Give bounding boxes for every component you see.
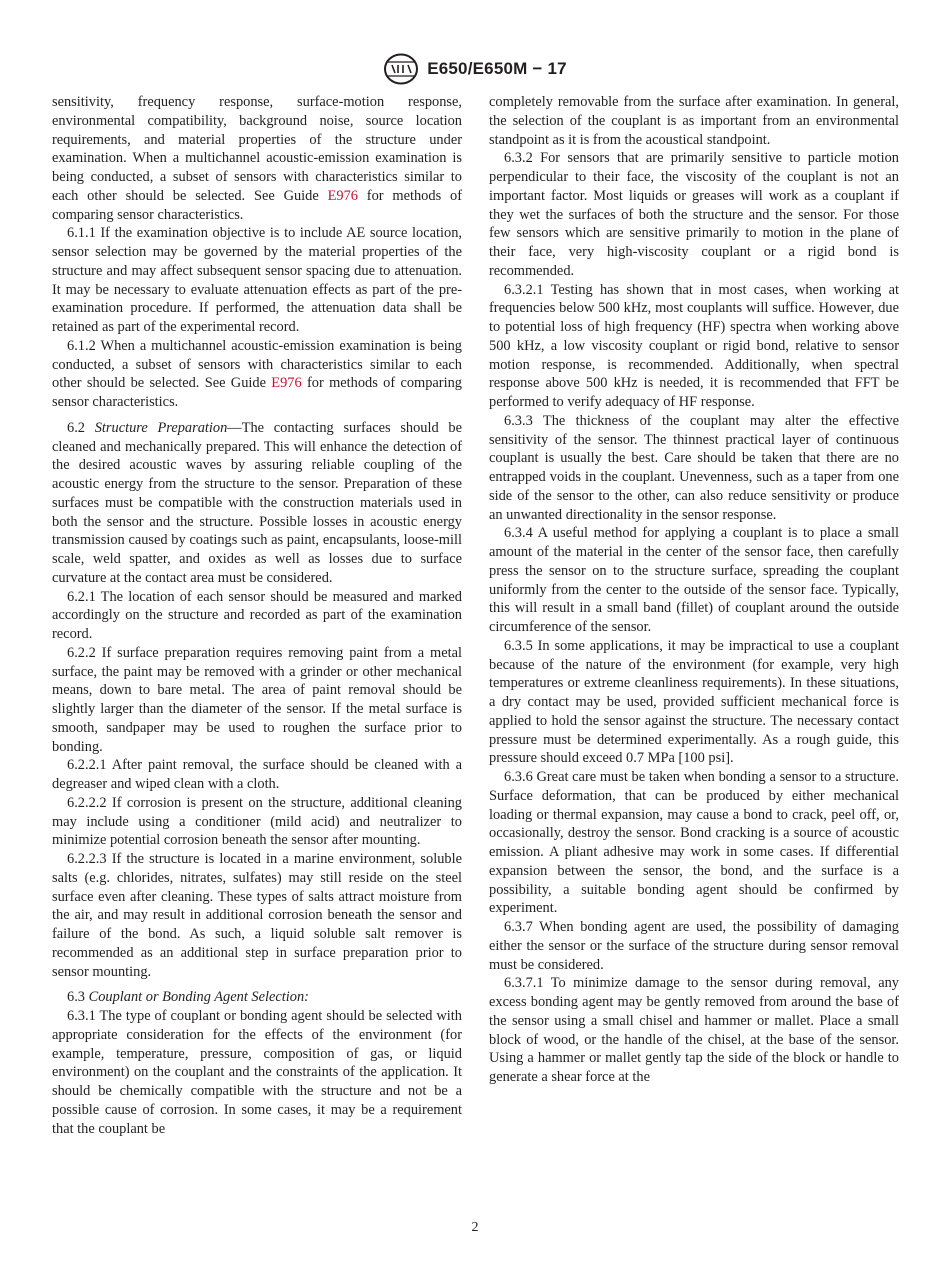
paragraph: completely removable from the surface after examination. In general, the selection of the couplant is as important from an environmental standpoint as it is from the acoustical standpoint. (489, 94, 899, 148)
paragraph: sensitivity, frequency response, surface-motion response, environmental compatibility, background noise, source location requirements, and material properties of the structure under examination. When a multichannel acoustic-emission examination is being conducted, a subset of sensors with characteristics similar to each other should be selected. See Guide E976 for methods of comparing sensor characteristics. (52, 94, 462, 223)
paragraph-6-2-2-1: 6.2.2.1 After paint removal, the surface should be cleaned with a degreaser and wiped clean with a cloth. (52, 757, 462, 792)
guide-e976-link[interactable]: E976 (271, 375, 302, 392)
paragraph-6-3-4: 6.3.4 A useful method for applying a couplant is to place a small amount of the material in the center of the sensor face, then carefully press the sensor on to the structure surface, spreading the couplant uniformly from the center to the outside of the sensor face. Typically, this will result in a small band (fillet) of couplant around the outside circumference of the sensor. (489, 525, 899, 635)
paragraph-6-3-2-1: 6.3.2.1 Testing has shown that in most cases, when working at frequencies below 500 kHz, most couplants will suffice. However, due to potential loss of high frequency (HF) spectra when working above 500 kHz, a low viscosity couplant or rigid bond, relative to sensor motion response, is recommended. Additionally, when spectral response above 500 kHz is needed, it is recommended that FFT be performed to verify adequacy of HF response. (489, 281, 899, 410)
section-6-3: 6.3 Couplant or Bonding Agent Selection: (67, 989, 309, 1006)
paragraph-6-2-2: 6.2.2 If surface preparation requires removing paint from a metal surface, the paint may be removed with a grinder or other mechanical means, down to bare metal. The area of paint removal should be slightly larger than the diameter of the sensor. If the metal surface is smooth, sandpaper may be used to roughen the surface prior to bonding. (52, 644, 462, 755)
standard-designation: E650/E650M − 17 (427, 59, 567, 78)
paragraph-6-1-2: 6.1.2 When a multichannel acoustic-emission examination is being conducted, a subset of sensors with characteristics similar to each other should be selected. See Guide E976 for methods of comparing sensor characteristics. (52, 337, 462, 410)
section-title: Couplant or Bonding Agent Selection: (88, 989, 309, 1006)
page-number: 2 (471, 1220, 479, 1235)
paragraph-6-3-3: 6.3.3 The thickness of the couplant may alter the effective sensitivity of the sensor. The thinnest practical layer of continuous couplant is usually the best. Care should be taken that there are no entrapped voids in the couplant. Unevenness, such as a taper from one side of the sensor to the other, can also reduce sensitivity or produce an unwanted directionality in the sensor response. (489, 412, 899, 523)
paragraph-6-2-2-2: 6.2.2.2 If corrosion is present on the structure, additional cleaning may include using a conditioner (mild acid) and neutralizer to minimize potential corrosion beneath the sensor after mounting. (52, 794, 462, 849)
right-column (489, 93, 899, 1087)
section-6-2: 6.2 Structure Preparation—The contacting surfaces should be cleaned and mechanically prepared. This will enhance the detection of the desired acoustic waves by assuring reliable coupling of the acoustic energy from the structure to the sensor. Preparation of these surfaces must be compatible with the construction materials used in both the sensor and the structure. Possible losses in acoustic energy transmission caused by coatings such as paint, encapsulants, loose-mill scale, weld spatter, and oxides as well as losses due to surface curvature at the contact area must be considered. (52, 419, 463, 586)
paragraph-6-3-5: 6.3.5 In some applications, it may be impractical to use a couplant because of the nature of the environment (for example, very high temperatures or extreme cleanliness requirements). In these situations, a dry contact may be used, provided sufficient mechanical force is applied to hold the sensor against the structure. The necessary contact pressure must be determined experimentally. As a rough guide, this pressure should exceed 0.7 MPa [100 psi]. (489, 637, 899, 767)
paragraph-6-3-7-1: 6.3.7.1 To minimize damage to the sensor during removal, any excess bonding agent may be gently removed from around the base of the sensor using a small chisel and hammer or mallet. Place a small block of wood, or the handle of the chisel, at the base of the sensor. Using a hammer or mallet gently tap the side of the block or handle to generate a shear force at the (489, 975, 899, 1085)
paragraph-6-3-6: 6.3.6 Great care must be taken when bonding a sensor to a structure. Surface deformation, that can be produced by either mechanical loading or thermal expansion, may cause a bond to crack, peel off, or, occasionally, destroy the sensor. Bond cracking is a source of acoustic emission. A pliant adhesive may work in some cases. If differential expansion between the sensor, the bond, and the surface is a possibility, a suitable bonding agent should be confirmed by experiment. (489, 769, 899, 917)
section-title: Structure Preparation (94, 419, 228, 436)
astm-logo-icon (383, 53, 419, 85)
paragraph-6-1-1: 6.1.1 If the examination objective is to include AE source location, sensor selection may be governed by the material properties of the structure and may affect subsequent sensor spacing due to attenuation. It may be necessary to evaluate attenuation effects as part of the pre-examination procedure. If performed, the attenuation data shall be retained as part of the experimental record. (52, 225, 462, 335)
guide-e976-link[interactable]: E976 (327, 187, 358, 204)
paragraph-6-3-2: 6.3.2 For sensors that are primarily sensitive to particle motion perpendicular to their face, the viscosity of the couplant is not an important factor. Most liquids or greases will work as a couplant if they wet the surfaces of both the structure and the sensor. For those few sensors which are sensitive primarily to motion in the plane of their face, very high-viscosity couplant or a rigid bond is recommended. (489, 150, 899, 279)
page-header (0, 52, 950, 86)
paragraph-6-3-7: 6.3.7 When bonding agent are used, the possibility of damaging either the sensor or the surface of the structure during sensor removal must be considered. (489, 919, 899, 973)
left-column (52, 93, 462, 1138)
paragraph-6-3-1: 6.3.1 The type of couplant or bonding agent should be selected with appropriate consideration for the effects of the environment (for example, temperature, pressure, composition of gas, or liquid environment) on the couplant and the constraints of the application. It should be chemically compatible with the structure and not be a possible cause of corrosion. In some cases, it may be a requirement that the couplant be (52, 1008, 462, 1137)
paragraph-6-2-2-3: 6.2.2.3 If the structure is located in a marine environment, soluble salts (e.g. chlorides, nitrates, sulfates) may still reside on the steel surface even after cleaning. These types of salts attract moisture from the air, and may result in additional corrosion beneath the sensor and failure of the bond. As such, a liquid soluble salt remover is recommended as an additional step in surface preparation prior to sensor mounting. (52, 851, 462, 980)
paragraph-6-2-1: 6.2.1 The location of each sensor should be measured and marked accordingly on the structure and recorded as part of the examination record. (52, 588, 462, 642)
